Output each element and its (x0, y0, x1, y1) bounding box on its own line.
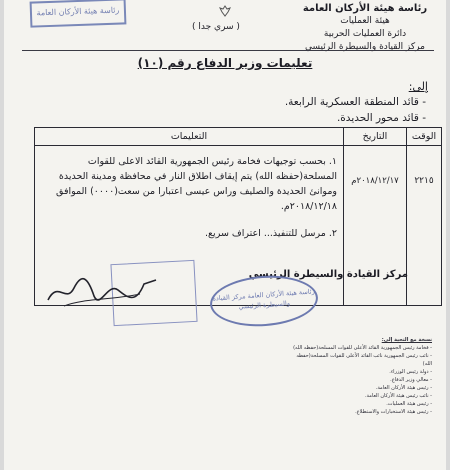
recipient-item: - قائد المنطقة العسكرية الرابعة. (284, 96, 426, 108)
list-item: - رئيس هيئة الأركان العامة. (375, 385, 432, 391)
header-divider (22, 50, 434, 51)
header-instructions: التعليمات (35, 128, 344, 146)
list-item: - نائب رئيس الجمهورية نائب القائد الأعلى للقوات المسلحة(حفظه الله) (296, 353, 432, 367)
recipient-item: - قائد محور الحديدة. (336, 112, 426, 124)
letterhead-line-1: رئاسة هيئة الأركان العامة (302, 3, 428, 14)
header-stamp (30, 0, 127, 28)
letterhead-line-3: دائرة العمليات الحربية (323, 29, 407, 39)
list-item: - دولة رئيس الوزراء. (389, 369, 432, 375)
document-page (4, 0, 446, 470)
handwritten-signature (44, 270, 162, 314)
header-time: الوقت (407, 128, 442, 146)
instruction-item-2: ٢. مرسل للتنفيذ... اعتراف سريع. (204, 228, 337, 239)
eagle-emblem-icon (218, 4, 232, 18)
classification-label: ( سري جدا ) (192, 22, 240, 32)
letterhead-line-4: مركز القيادة والسيطرة الرئيسي (305, 42, 425, 52)
cell-date: ٢٠١٨/١٢/١٧م (344, 146, 407, 306)
cell-time: ٢٢١٥ (407, 146, 442, 306)
table-header-row (35, 128, 442, 146)
instruction-item-1: ١. بحسب توجيهات فخامة رئيس الجمهورية القائد الاعلى للقوات المسلحة(حفظه الله) يتم إيقاف اطلاق النار في محافظة ومدينة الحديدة وموانئ الحديدة والصليف وراس عيسى اعتبارا من سعت(٠٠٠٠) الموافق ٢٠١٨/١٢/١٨م. (56, 156, 337, 212)
header-date: التاريخ (344, 128, 407, 146)
official-seal-text: رئاسة هيئة الأركان العامة مركز القيادة والسيطرة الرئيسي (212, 287, 315, 311)
distribution-title: نسخة مع التحية إلى: (381, 337, 432, 343)
list-item: - رئيس هيئة الاستخبارات والاستطلاع. (355, 409, 432, 415)
signature-authority: مركز القيادة والسيطرة الرئيسي (248, 269, 408, 280)
letterhead-line-2: هيئة العمليات (340, 16, 390, 26)
distribution-list (292, 336, 432, 416)
list-item: - رئيس هيئة العمليات. (386, 401, 432, 407)
list-item: - معالي وزير الدفاع. (390, 377, 432, 383)
document-title: تعليمات وزير الدفاع رقم (١٠) (137, 56, 313, 70)
recipients-label: إلى: (408, 80, 428, 93)
list-item: - فخامة رئيس الجمهورية القائد الأعلى للقوات المسلحة(حفظه الله) (293, 345, 432, 351)
list-item: - نائب رئيس هيئة الأركان العامة. (364, 393, 432, 399)
header-stamp-text: رئاسة هيئة الأركان العامة (36, 5, 120, 18)
letterhead (290, 2, 440, 54)
